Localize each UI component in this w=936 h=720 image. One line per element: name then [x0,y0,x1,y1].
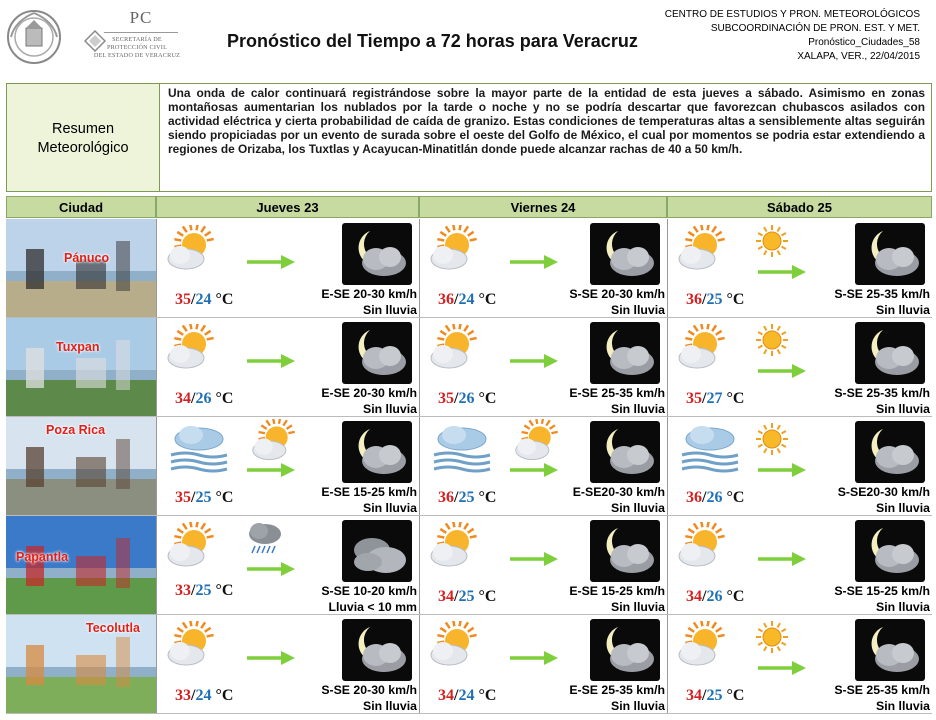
max-temp: 34 [175,390,191,407]
temp-separator: / [702,588,707,605]
sun-icon [754,619,790,655]
rain-forecast: Sin lluvia [363,303,417,317]
arrow-right-icon [510,255,558,269]
rain-cloud-icon [245,518,285,558]
sun-icon [754,322,790,358]
degree-unit: °C [726,291,745,308]
rain-forecast: Lluvia < 10 mm [328,600,417,614]
pc-logo [70,8,182,66]
arrow-right-icon [758,364,806,378]
sun-cloud-icon [426,324,480,374]
fog-cloud-icon [430,423,494,479]
min-temp: 24 [195,291,212,308]
min-temp: 26 [706,489,723,506]
org-line: XALAPA, VER., 22/04/2015 [797,51,920,62]
degree-unit: °C [726,588,745,605]
rain-forecast: Sin lluvia [876,699,930,713]
temperature [686,588,744,606]
rain-forecast: Sin lluvia [611,699,665,713]
arrow-right-icon [247,255,295,269]
rain-forecast: Sin lluvia [363,402,417,416]
day-forecast-cell [419,516,667,614]
wind-forecast: E-SE20-30 km/h [572,485,665,499]
sun-cloud-icon [674,324,728,374]
temp-separator: / [191,582,196,599]
column-header-day: Sábado 25 [667,196,932,218]
sun-icon [754,421,790,457]
min-temp: 25 [706,291,723,308]
temp-separator: / [454,390,459,407]
org-info [665,8,920,64]
arrow-right-icon [247,562,295,576]
arrow-right-icon [247,651,295,665]
city-row [6,219,932,318]
moon-cloud-icon [342,322,412,384]
fog-cloud-icon [678,423,742,479]
rain-forecast: Sin lluvia [876,600,930,614]
min-temp: 25 [195,582,212,599]
veracruz-seal-icon [5,6,63,68]
min-temp: 24 [195,687,212,704]
rain-forecast: Sin lluvia [876,402,930,416]
min-temp: 25 [195,489,212,506]
degree-unit: °C [726,390,745,407]
city-row [6,516,932,615]
day-forecast-cell [419,219,667,317]
max-temp: 36 [686,291,702,308]
arrow-right-icon [758,552,806,566]
temperature [438,588,496,606]
degree-unit: °C [726,687,745,704]
moon-cloud-icon [855,520,925,582]
wind-forecast: S-SE 10-20 km/h [321,584,417,598]
day-forecast-cell [667,615,932,713]
city-photo [6,219,156,317]
wind-forecast: E-SE 25-35 km/h [569,683,665,697]
summary-label: Resumen Meteorológico [37,120,129,156]
rain-forecast: Sin lluvia [363,501,417,515]
city-photo [6,318,156,416]
column-header-city: Ciudad [6,196,156,218]
degree-unit: °C [726,489,745,506]
wind-forecast: E-SE 15-25 km/h [569,584,665,598]
moon-cloud-icon [342,619,412,681]
sun-cloud-icon [163,324,217,374]
arrow-right-icon [758,463,806,477]
org-line: Pronóstico_Ciudades_58 [808,37,920,48]
sun-cloud-icon [674,621,728,671]
min-temp: 24 [458,291,475,308]
temp-separator: / [191,687,196,704]
max-temp: 35 [175,489,191,506]
arrow-right-icon [510,651,558,665]
sun-cloud-icon [426,621,480,671]
degree-unit: °C [215,489,234,506]
arrow-right-icon [510,463,558,477]
degree-unit: °C [478,390,497,407]
city-photo [6,417,156,515]
city-photo-image [6,219,156,317]
temperature [175,582,233,600]
wind-forecast: E-SE 20-30 km/h [321,287,417,301]
rain-forecast: Sin lluvia [876,501,930,515]
sun-cloud-icon [163,522,217,572]
moon-cloud-icon [590,223,660,285]
max-temp: 35 [175,291,191,308]
rain-forecast: Sin lluvia [611,501,665,515]
day-forecast-cell [419,615,667,713]
city-name: Tuxpan [56,340,100,354]
min-temp: 27 [706,390,723,407]
degree-unit: °C [478,291,497,308]
temperature [686,291,744,309]
sun-cloud-icon [512,419,560,465]
summary-text: Una onda de calor continuará registrándose sobre la mayor parte de la entidad de esta jueves a sábado. Asimismo en zonas montañosas aumentarian los nublados por la tarde o noche y no se podría descartar que favorezcan chubascos asilados con actividad eléctrica y cierta probabilidad de caída de granizo. Estas condiciones de temperaturas altas a sensiblemente altas seguirán siendo propiciadas por un evento de surada sobre el oeste del Golfo de México, el cual por momentos se podria estar extendiendo a regiones de Orizaba, los Tuxtlas y Acayucan-Minatitlán donde puede alcanzar rachas de 40 a 50 km/h. [159,84,931,191]
day-forecast-cell [156,417,419,515]
day-forecast-cell [419,318,667,416]
temperature [438,687,496,705]
city-photo [6,516,156,614]
max-temp: 35 [438,390,454,407]
temperature [438,390,496,408]
day-forecast-cell [156,318,419,416]
temp-separator: / [702,489,707,506]
temperature [175,489,233,507]
city-name: Poza Rica [46,423,106,437]
temperature [686,390,744,408]
column-header-day: Jueves 23 [156,196,419,218]
temp-separator: / [454,687,459,704]
rain-forecast: Sin lluvia [363,699,417,713]
wind-forecast: E-SE 15-25 km/h [321,485,417,499]
temp-separator: / [191,489,196,506]
pc-emblem-icon [84,30,106,52]
max-temp: 34 [686,687,702,704]
city-name: Papantla [16,550,69,564]
day-forecast-cell [667,219,932,317]
sun-cloud-icon [249,419,297,465]
header [0,0,936,80]
rain-forecast: Sin lluvia [611,600,665,614]
day-forecast-cell [156,219,419,317]
day-forecast-cell [419,417,667,515]
wind-forecast: S-SE 25-35 km/h [834,287,930,301]
max-temp: 35 [686,390,702,407]
moon-cloud-icon [590,421,660,483]
sun-cloud-icon [674,522,728,572]
min-temp: 25 [706,687,723,704]
fog-cloud-icon [167,423,231,479]
rain-forecast: Sin lluvia [611,303,665,317]
moon-cloud-icon [342,421,412,483]
degree-unit: °C [478,588,497,605]
sun-cloud-icon [426,225,480,275]
min-temp: 26 [706,588,723,605]
city-photo-image [6,516,156,614]
arrow-right-icon [247,463,295,477]
city-name: Pánuco [64,251,110,265]
wind-forecast: S-SE 25-35 km/h [834,386,930,400]
day-forecast-cell [156,516,419,614]
arrow-right-icon [758,661,806,675]
max-temp: 33 [175,582,191,599]
temperature [438,489,496,507]
temperature [175,390,233,408]
city-row [6,318,932,417]
wind-forecast: S-SE 15-25 km/h [834,584,930,598]
temperature [175,687,233,705]
city-photo [6,615,156,713]
night-clouds-icon [342,520,412,582]
day-forecast-cell [667,318,932,416]
arrow-right-icon [758,265,806,279]
degree-unit: °C [215,687,234,704]
temp-separator: / [454,588,459,605]
arrow-right-icon [510,552,558,566]
wind-forecast: S-SE 20-30 km/h [569,287,665,301]
wind-forecast: E-SE 20-30 km/h [321,386,417,400]
moon-cloud-icon [590,322,660,384]
moon-cloud-icon [855,421,925,483]
degree-unit: °C [478,489,497,506]
max-temp: 33 [175,687,191,704]
degree-unit: °C [215,390,234,407]
temp-separator: / [191,390,196,407]
sun-icon [754,223,790,259]
min-temp: 24 [458,687,475,704]
moon-cloud-icon [590,520,660,582]
city-row [6,615,932,714]
max-temp: 34 [438,687,454,704]
min-temp: 26 [458,390,475,407]
moon-cloud-icon [855,223,925,285]
page-title: Pronóstico del Tiempo a 72 horas para Veracruz [227,31,638,51]
moon-cloud-icon [342,223,412,285]
max-temp: 34 [438,588,454,605]
pc-logo-text: SECRETARÍA DE PROTECCIÓN CIVIL DEL ESTADO DE VERACRUZ [93,36,181,59]
moon-cloud-icon [855,322,925,384]
sun-cloud-icon [163,621,217,671]
max-temp: 36 [438,291,454,308]
temp-separator: / [454,291,459,308]
temp-separator: / [191,291,196,308]
day-forecast-cell [667,417,932,515]
sun-cloud-icon [674,225,728,275]
degree-unit: °C [478,687,497,704]
day-forecast-cell [156,615,419,713]
wind-forecast: S-SE20-30 km/h [837,485,930,499]
moon-cloud-icon [590,619,660,681]
moon-cloud-icon [855,619,925,681]
day-forecast-cell [667,516,932,614]
rain-forecast: Sin lluvia [876,303,930,317]
temperature [686,489,744,507]
city-name: Tecolutla [86,621,140,635]
arrow-right-icon [510,354,558,368]
wind-forecast: S-SE 25-35 km/h [834,683,930,697]
max-temp: 36 [438,489,454,506]
wind-forecast: E-SE 25-35 km/h [569,386,665,400]
temperature [686,687,744,705]
min-temp: 25 [458,489,475,506]
temperature [438,291,496,309]
degree-unit: °C [215,582,234,599]
arrow-right-icon [247,354,295,368]
max-temp: 36 [686,489,702,506]
min-temp: 25 [458,588,475,605]
degree-unit: °C [215,291,234,308]
temperature [175,291,233,309]
temp-separator: / [454,489,459,506]
wind-forecast: S-SE 20-30 km/h [321,683,417,697]
temp-separator: / [702,291,707,308]
column-header-day: Viernes 24 [419,196,667,218]
sun-cloud-icon [163,225,217,275]
org-line: CENTRO DE ESTUDIOS Y PRON. METEOROLÓGICOS [664,9,920,20]
city-row [6,417,932,516]
city-photo-image [6,318,156,416]
temp-separator: / [702,390,707,407]
org-line: SUBCOORDINACIÓN DE PRON. EST. Y MET. [710,23,920,34]
temp-separator: / [702,687,707,704]
rain-forecast: Sin lluvia [611,402,665,416]
pc-logo-initials: PC [104,8,178,33]
min-temp: 26 [195,390,212,407]
max-temp: 34 [686,588,702,605]
sun-cloud-icon [426,522,480,572]
summary-box [6,83,932,192]
